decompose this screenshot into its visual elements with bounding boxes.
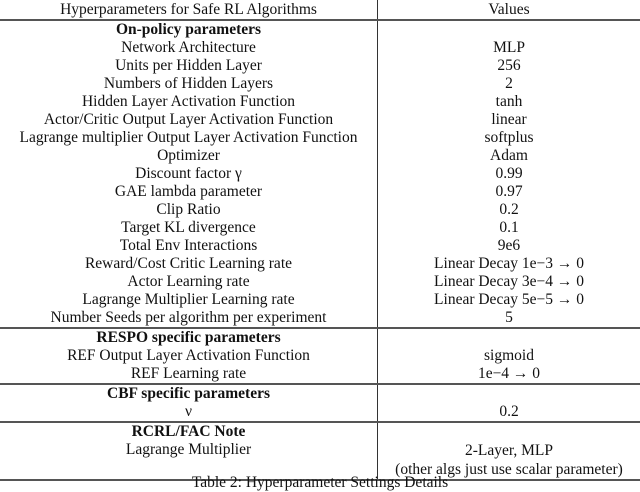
table-row: [0, 183, 640, 201]
param-value: 2-Layer, MLP: [464, 442, 554, 459]
table-row: [0, 75, 640, 93]
table-row: [0, 129, 640, 147]
param-name: Lagrange Multiplier: [0, 441, 378, 480]
param-value: 5: [378, 309, 640, 328]
section-title: RCRL/FAC Note: [0, 422, 378, 441]
param-name: REF Learning rate: [0, 365, 378, 384]
param-name: Lagrange multiplier Output Layer Activation Function: [0, 129, 378, 147]
section-value-empty: [378, 20, 640, 39]
param-value: Linear Decay 1e−3 → 0: [434, 255, 584, 272]
param-value: linear: [491, 111, 527, 128]
table-row: [0, 347, 640, 365]
param-value: MLP: [493, 39, 525, 56]
param-name: Number Seeds per algorithm per experiment: [0, 309, 378, 328]
table-row: [0, 57, 640, 75]
param-value: Adam: [490, 147, 528, 164]
table-header-row: [0, 0, 640, 20]
param-value: 0.97: [495, 183, 523, 200]
param-value: 0.2: [378, 403, 640, 422]
param-value: sigmoid: [484, 347, 534, 364]
header-hyperparameters: Hyperparameters for Safe RL Algorithms: [0, 0, 378, 20]
param-value: softplus: [484, 129, 534, 146]
param-name: ν: [0, 403, 378, 422]
param-name: GAE lambda parameter: [0, 183, 378, 201]
param-value: 0.99: [495, 165, 523, 182]
table-row: [0, 273, 640, 291]
param-name: Discount factor γ: [0, 165, 378, 183]
section-header-row: [0, 422, 640, 441]
param-name: Numbers of Hidden Layers: [0, 75, 378, 93]
section-header-row: [0, 328, 640, 347]
table-row: [0, 255, 640, 273]
param-value: Linear Decay 3e−4 → 0: [434, 273, 584, 290]
param-name: Optimizer: [0, 147, 378, 165]
param-name: REF Output Layer Activation Function: [0, 347, 378, 365]
table-row: [0, 291, 640, 309]
param-name: Actor/Critic Output Layer Activation Function: [0, 111, 378, 129]
table-row: [0, 39, 640, 57]
section-title: CBF specific parameters: [0, 384, 378, 403]
table-row: [0, 93, 640, 111]
table-row: [0, 237, 640, 255]
param-name: Total Env Interactions: [0, 237, 378, 255]
section-value-empty: [378, 328, 640, 347]
section-title: On-policy parameters: [0, 20, 378, 39]
param-value: 256: [497, 57, 521, 74]
section-title: RESPO specific parameters: [0, 328, 378, 347]
param-name: Clip Ratio: [0, 201, 378, 219]
param-name: Reward/Cost Critic Learning rate: [0, 255, 378, 273]
table-row: [0, 309, 640, 328]
header-values: Values: [378, 0, 640, 20]
table-row: [0, 403, 640, 422]
param-value: 0.2: [499, 201, 519, 218]
param-value: 2: [505, 75, 513, 92]
param-name: Lagrange Multiplier Learning rate: [0, 291, 378, 309]
param-value: Linear Decay 5e−5 → 0: [434, 291, 584, 308]
param-name: Network Architecture: [0, 39, 378, 57]
table-row: [0, 219, 640, 237]
section-header-row: [0, 20, 640, 39]
param-name: Units per Hidden Layer: [0, 57, 378, 75]
table-row: [0, 165, 640, 183]
table-row: [0, 365, 640, 384]
param-name: Target KL divergence: [0, 219, 378, 237]
table-caption: Table 2: Hyperparameter Settings Details: [191, 474, 449, 491]
table-row: [0, 147, 640, 165]
param-name: Actor Learning rate: [0, 273, 378, 291]
param-value: 1e−4 → 0: [378, 365, 640, 384]
section-header-row: [0, 384, 640, 403]
section-value-empty: [378, 384, 640, 403]
param-value: 0.1: [499, 219, 519, 236]
section-value-empty: [378, 422, 640, 441]
param-value-note: (other algs just use scalar parameter): [395, 461, 623, 478]
param-name: Hidden Layer Activation Function: [0, 93, 378, 111]
param-value: 9e6: [497, 237, 521, 254]
param-value: tanh: [495, 93, 523, 110]
table-row: [0, 201, 640, 219]
table-row: [0, 111, 640, 129]
